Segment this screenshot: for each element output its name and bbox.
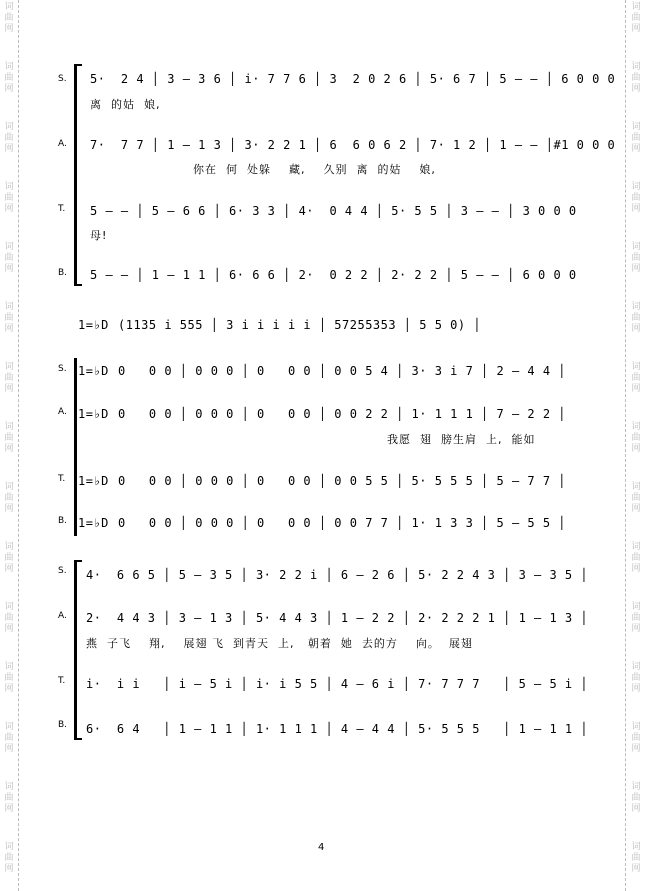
intro-key: 1=♭D (78, 318, 109, 332)
watermark-glyph: 网 (631, 204, 641, 214)
watermark-glyph: 词 (631, 2, 641, 12)
voice-label-s2: S. (58, 364, 67, 374)
watermark-glyph: 词 (631, 422, 641, 432)
watermark-glyph: 网 (4, 444, 14, 454)
watermark-glyph: 词 (4, 422, 14, 432)
watermark-glyph: 网 (4, 144, 14, 154)
watermark-glyph: 曲 (4, 253, 14, 263)
watermark-glyph-group (1, 842, 17, 875)
staff-tenor: 5 — — │ 5 — 6 6 │ 6· 3 3 │ 4· 0 4 4 │ 5· 5 5 │ 3 — — │ 3 0 0 0 (90, 204, 577, 218)
watermark-glyph: 曲 (4, 793, 14, 803)
watermark-glyph: 词 (631, 842, 641, 852)
voice-label-t3: T. (58, 676, 66, 686)
watermark-glyph: 曲 (4, 193, 14, 203)
watermark-strip-left (0, 0, 22, 891)
watermark-glyph: 网 (631, 444, 641, 454)
watermark-glyph-group (628, 182, 644, 215)
watermark-glyph: 曲 (4, 553, 14, 563)
watermark-glyph: 网 (4, 24, 14, 34)
watermark-glyph: 曲 (631, 133, 641, 143)
staff-soprano: 5· 2 4 │ 3 — 3 6 │ i· 7 7 6 │ 3 2 0 2 6 │ 5· 6 7 │ 5 — — │ 6 0 0 0 (90, 72, 616, 86)
watermark-glyph: 词 (4, 2, 14, 12)
watermark-glyph: 网 (631, 684, 641, 694)
lyric-alto: 你在 何 处躲 藏, 久别 离 的姑 娘, (193, 163, 436, 176)
voice-label-b3: B. (58, 720, 68, 730)
watermark-glyph: 曲 (631, 13, 641, 23)
watermark-glyph: 曲 (4, 853, 14, 863)
watermark-glyph: 曲 (631, 73, 641, 83)
watermark-glyph-group (628, 602, 644, 635)
watermark-glyph: 网 (4, 624, 14, 634)
voice-label-b2: B. (58, 516, 68, 526)
watermark-glyph: 词 (631, 542, 641, 552)
watermark-glyph: 网 (631, 264, 641, 274)
watermark-glyph: 网 (631, 564, 641, 574)
key-alto-2: 1=♭D (78, 407, 109, 421)
watermark-glyph: 曲 (631, 373, 641, 383)
watermark-glyph: 网 (631, 324, 641, 334)
watermark-glyph-group (1, 662, 17, 695)
watermark-glyph-group (628, 722, 644, 755)
watermark-glyph: 曲 (4, 73, 14, 83)
lyric-soprano: 离 的姑 娘, (90, 98, 161, 111)
watermark-glyph: 词 (4, 842, 14, 852)
watermark-glyph: 词 (4, 782, 14, 792)
watermark-glyph-group (1, 782, 17, 815)
staff-bass-3: 6· 6 4 │ 1 — 1 1 │ 1· 1 1 1 │ 4 — 4 4 │ 5· 5 5 5 │ 1 — 1 1 │ (86, 722, 589, 736)
watermark-glyph: 网 (4, 84, 14, 94)
lyric-alto-3: 燕 子飞 翔, 展翅 飞 到青天 上, 朝着 她 去的方 向。 展翅 (86, 637, 473, 650)
watermark-glyph-group (628, 662, 644, 695)
watermark-glyph-group (1, 542, 17, 575)
watermark-glyph: 词 (4, 362, 14, 372)
staff-alto-3: 2· 4 4 3 │ 3 — 1 3 │ 5· 4 4 3 │ 1 — 2 2 │ 2· 2 2 2 1 │ 1 — 1 3 │ (86, 611, 589, 625)
watermark-glyph: 曲 (631, 793, 641, 803)
watermark-glyph: 网 (631, 504, 641, 514)
watermark-glyph: 词 (4, 122, 14, 132)
watermark-glyph: 网 (631, 624, 641, 634)
watermark-glyph: 曲 (4, 373, 14, 383)
watermark-glyph-group (628, 242, 644, 275)
watermark-glyph: 曲 (631, 433, 641, 443)
watermark-glyph: 曲 (4, 13, 14, 23)
watermark-glyph: 词 (4, 62, 14, 72)
watermark-glyph-group (628, 302, 644, 335)
staff-tenor-2: 0 0 0 │ 0 0 0 │ 0 0 0 │ 0 0 5 5 │ 5· 5 5 5 │ 5 — 7 7 │ (118, 474, 567, 488)
watermark-glyph: 网 (4, 864, 14, 874)
watermark-glyph: 词 (631, 782, 641, 792)
watermark-glyph: 词 (631, 722, 641, 732)
watermark-glyph-group (1, 422, 17, 455)
watermark-glyph-group (1, 602, 17, 635)
watermark-glyph: 网 (631, 84, 641, 94)
key-tenor-2: 1=♭D (78, 474, 109, 488)
watermark-glyph: 网 (631, 804, 641, 814)
watermark-glyph-group (1, 62, 17, 95)
watermark-glyph-group (628, 482, 644, 515)
watermark-strip-right (623, 0, 645, 891)
watermark-glyph: 曲 (631, 253, 641, 263)
watermark-glyph: 网 (4, 804, 14, 814)
system-2-brace (74, 358, 77, 536)
watermark-glyph-group (1, 302, 17, 335)
watermark-glyph: 曲 (4, 733, 14, 743)
watermark-glyph-group (628, 2, 644, 35)
voice-label-t2: T. (58, 474, 66, 484)
staff-alto: 7· 7 7 │ 1 — 1 3 │ 3· 2 2 1 │ 6 6 0 6 2 │ 7· 1 2 │ 1 — — │#1 0 0 0 (90, 138, 616, 152)
watermark-glyph-group (628, 122, 644, 155)
watermark-glyph: 曲 (631, 733, 641, 743)
watermark-glyph-group (628, 362, 644, 395)
watermark-glyph-group (628, 422, 644, 455)
watermark-glyph: 曲 (4, 433, 14, 443)
voice-label-b: B. (58, 268, 68, 278)
system-3-brace (74, 560, 77, 740)
watermark-glyph: 曲 (631, 673, 641, 683)
staff-alto-2: 0 0 0 │ 0 0 0 │ 0 0 0 │ 0 0 2 2 │ 1· 1 1 1 │ 7 — 2 2 │ (118, 407, 567, 421)
watermark-glyph: 词 (631, 302, 641, 312)
watermark-glyph: 词 (631, 182, 641, 192)
voice-label-a2: A. (58, 407, 67, 417)
watermark-glyph: 网 (631, 24, 641, 34)
watermark-glyph: 词 (4, 302, 14, 312)
watermark-glyph: 词 (631, 662, 641, 672)
watermark-glyph: 曲 (631, 193, 641, 203)
voice-label-s3: S. (58, 566, 67, 576)
watermark-glyph: 网 (631, 384, 641, 394)
watermark-glyph: 网 (4, 264, 14, 274)
watermark-glyph: 网 (4, 744, 14, 754)
key-soprano-2: 1=♭D (78, 364, 109, 378)
watermark-glyph: 曲 (631, 613, 641, 623)
voice-label-a3: A. (58, 611, 67, 621)
watermark-glyph: 词 (631, 602, 641, 612)
watermark-glyph: 曲 (4, 493, 14, 503)
watermark-glyph: 词 (4, 542, 14, 552)
watermark-glyph-group (1, 722, 17, 755)
watermark-glyph: 词 (631, 242, 641, 252)
watermark-glyph: 曲 (4, 673, 14, 683)
staff-intro: (1135 i 555 │ 3 i i i i i │ 57255353 │ 5 5 0) │ (118, 318, 482, 332)
watermark-glyph: 词 (4, 722, 14, 732)
key-bass-2: 1=♭D (78, 516, 109, 530)
watermark-glyph-group (1, 482, 17, 515)
watermark-glyph: 词 (4, 482, 14, 492)
watermark-glyph-group (1, 2, 17, 35)
watermark-glyph-group (1, 362, 17, 395)
watermark-glyph: 词 (4, 182, 14, 192)
watermark-glyph-group (1, 182, 17, 215)
watermark-glyph: 词 (4, 242, 14, 252)
watermark-glyph: 词 (631, 122, 641, 132)
watermark-glyph: 网 (4, 204, 14, 214)
lyric-alto-2: 我愿 翅 膀生肩 上, 能如 (387, 433, 536, 446)
voice-label-a: A. (58, 139, 67, 149)
watermark-glyph: 网 (4, 324, 14, 334)
staff-tenor-3: i· i i │ i — 5 i │ i· i 5 5 │ 4 — 6 i │ 7· 7 7 7 │ 5 — 5 i │ (86, 677, 589, 691)
watermark-glyph-group (1, 242, 17, 275)
watermark-glyph: 网 (631, 744, 641, 754)
watermark-glyph-group (1, 122, 17, 155)
watermark-glyph: 曲 (631, 553, 641, 563)
staff-bass-2: 0 0 0 │ 0 0 0 │ 0 0 0 │ 0 0 7 7 │ 1· 1 3 3 │ 5 — 5 5 │ (118, 516, 567, 530)
watermark-glyph: 网 (631, 144, 641, 154)
watermark-glyph: 网 (4, 564, 14, 574)
watermark-glyph: 网 (631, 864, 641, 874)
watermark-glyph-group (628, 62, 644, 95)
voice-label-s: S. (58, 74, 67, 84)
watermark-glyph: 词 (631, 362, 641, 372)
watermark-glyph: 曲 (4, 133, 14, 143)
staff-soprano-2: 0 0 0 │ 0 0 0 │ 0 0 0 │ 0 0 5 4 │ 3· 3 i 7 │ 2 — 4 4 │ (118, 364, 567, 378)
watermark-glyph: 词 (631, 62, 641, 72)
staff-soprano-3: 4· 6 6 5 │ 5 — 3 5 │ 3· 2 2 i │ 6 — 2 6 │ 5· 2 2 4 3 │ 3 — 3 5 │ (86, 568, 589, 582)
watermark-glyph-group (628, 842, 644, 875)
page-number: 4 (318, 842, 325, 853)
watermark-glyph: 词 (631, 482, 641, 492)
watermark-glyph: 曲 (631, 313, 641, 323)
watermark-glyph: 曲 (4, 313, 14, 323)
system-1-brace (74, 64, 77, 286)
watermark-glyph-group (628, 782, 644, 815)
watermark-glyph: 网 (4, 684, 14, 694)
lyric-tenor: 母! (90, 229, 108, 242)
watermark-glyph: 曲 (631, 493, 641, 503)
watermark-glyph: 曲 (631, 853, 641, 863)
staff-bass: 5 — — │ 1 — 1 1 │ 6· 6 6 │ 2· 0 2 2 │ 2· 2 2 │ 5 — — │ 6 0 0 0 (90, 268, 577, 282)
watermark-glyph: 网 (4, 384, 14, 394)
watermark-glyph: 网 (4, 504, 14, 514)
voice-label-t: T. (58, 204, 66, 214)
watermark-glyph: 曲 (4, 613, 14, 623)
watermark-glyph-group (628, 542, 644, 575)
watermark-glyph: 词 (4, 662, 14, 672)
watermark-glyph: 词 (4, 602, 14, 612)
